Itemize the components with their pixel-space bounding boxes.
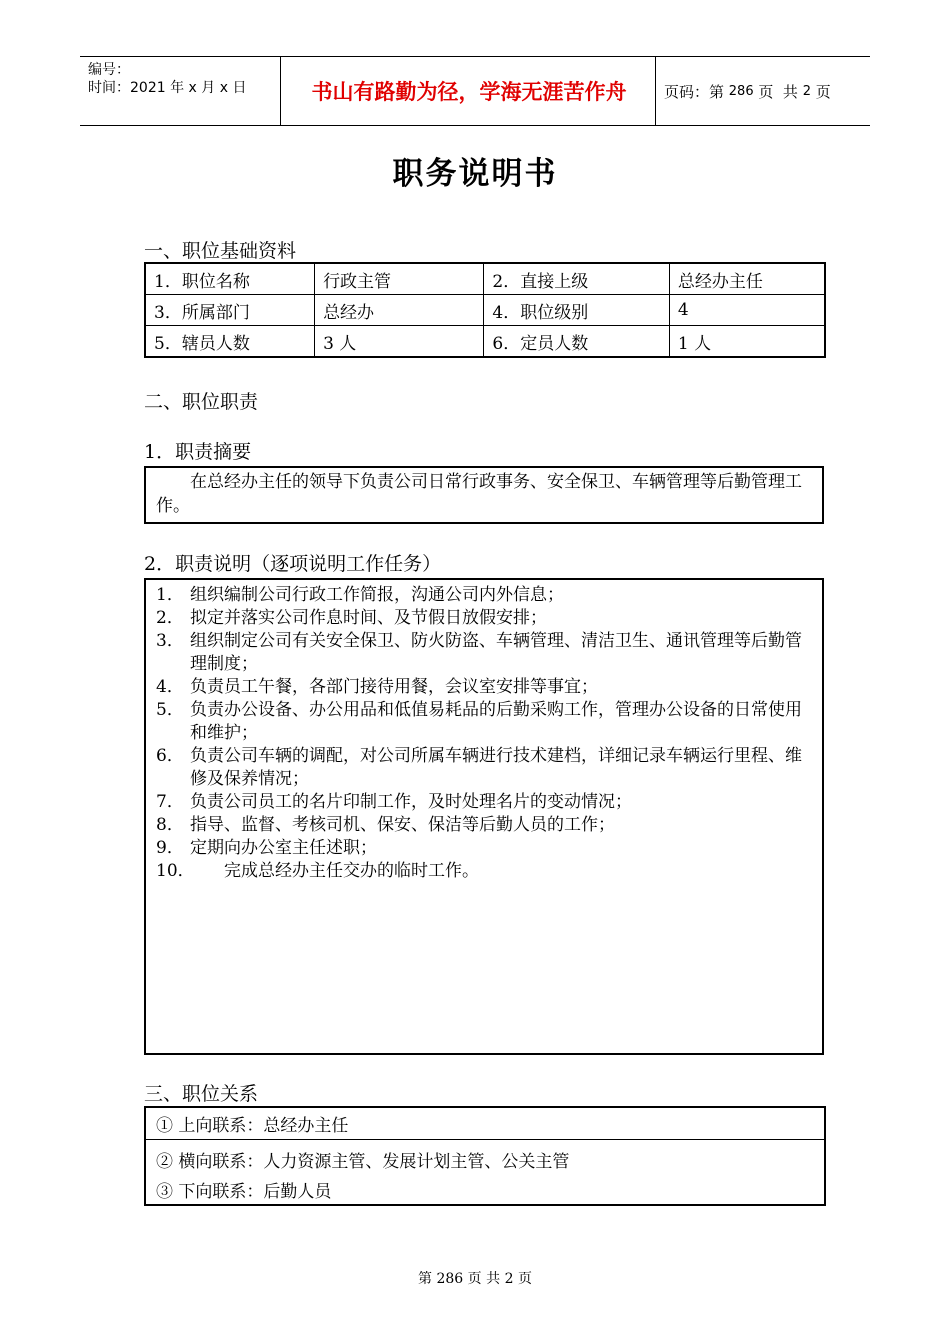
field-label: 5．辖员人数 bbox=[145, 326, 315, 358]
section-2-heading: 二、职位职责 bbox=[144, 391, 259, 413]
duty-item bbox=[156, 837, 812, 860]
field-value: 总经办主任 bbox=[669, 263, 825, 295]
header-meta bbox=[88, 61, 246, 97]
duty-text: 组织编制公司行政工作简报，沟通公司内外信息； bbox=[190, 585, 564, 605]
field-label: 2．直接上级 bbox=[484, 263, 669, 295]
field-value: 总经办 bbox=[315, 295, 484, 326]
field-label: 1．职位名称 bbox=[145, 263, 315, 295]
serial-label: 编号： bbox=[88, 62, 130, 78]
duty-text: 指导、监督、考核司机、保安、保洁等后勤人员的工作； bbox=[190, 815, 615, 835]
document-header bbox=[80, 56, 870, 126]
header-page-info bbox=[664, 57, 831, 125]
field-label: 4．职位级别 bbox=[484, 295, 669, 326]
summary-box bbox=[144, 466, 824, 524]
field-value: 3 人 bbox=[315, 326, 484, 358]
footer-suffix: 页 bbox=[513, 1271, 532, 1287]
field-label: 3．所属部门 bbox=[145, 295, 315, 326]
duty-item bbox=[156, 630, 812, 676]
summary-text: 在总经办主任的领导下负责公司日常行政事务、安全保卫、车辆管理等后勤管理工作。 bbox=[156, 472, 802, 516]
section-1-heading: 一、职位基础资料 bbox=[144, 240, 297, 262]
footer-mid: 页 共 bbox=[463, 1271, 505, 1287]
basic-info-table bbox=[144, 262, 826, 358]
duty-item bbox=[156, 745, 812, 791]
page-footer bbox=[0, 1268, 950, 1288]
duty-item bbox=[156, 860, 812, 883]
duty-item bbox=[156, 607, 812, 630]
duty-number: 10． bbox=[156, 861, 195, 881]
table-row bbox=[145, 295, 825, 326]
field-value: 1 人 bbox=[669, 326, 825, 358]
duty-number: 1． bbox=[156, 585, 184, 605]
duty-number: 4． bbox=[156, 677, 184, 697]
header-divider bbox=[280, 57, 281, 125]
duty-item bbox=[156, 814, 812, 837]
duty-item bbox=[156, 584, 812, 607]
detail-heading: 2．职责说明（逐项说明工作任务） bbox=[144, 553, 442, 575]
page-prefix: 页码：第 bbox=[664, 82, 729, 101]
relations-box bbox=[144, 1106, 826, 1206]
header-motto: 书山有路勤为径，学海无涯苦作舟 bbox=[311, 80, 627, 104]
duty-text: 负责公司车辆的调配，对公司所属车辆进行技术建档，详细记录车辆运行里程、维修及保养情况； bbox=[190, 746, 802, 789]
field-label: 6．定员人数 bbox=[484, 326, 669, 358]
duty-text: 拟定并落实公司作息时间、及节假日放假安排； bbox=[190, 608, 547, 628]
footer-prefix: 第 bbox=[418, 1271, 437, 1287]
duty-text: 完成总经办主任交办的临时工作。 bbox=[224, 861, 479, 881]
field-value: 行政主管 bbox=[315, 263, 484, 295]
relation-downward: ③ 下向联系：后勤人员 bbox=[156, 1181, 332, 1202]
duty-item bbox=[156, 676, 812, 699]
relation-upward: ① 上向联系：总经办主任 bbox=[146, 1108, 824, 1140]
relation-lateral: ② 横向联系：人力资源主管、发展计划主管、公关主管 bbox=[156, 1151, 570, 1172]
duty-text: 组织制定公司有关安全保卫、防火防盗、车辆管理、清洁卫生、通讯管理等后勤管理制度； bbox=[190, 631, 802, 674]
duty-text: 负责公司员工的名片印制工作，及时处理名片的变动情况； bbox=[190, 792, 632, 812]
footer-page-number: 286 bbox=[436, 1271, 464, 1287]
duty-text: 定期向办公室主任述职； bbox=[190, 838, 377, 858]
page-suffix: 页 bbox=[810, 82, 831, 101]
page-title: 职务说明书 bbox=[392, 156, 558, 192]
page-number: 286 bbox=[728, 83, 754, 99]
table-row bbox=[145, 263, 825, 295]
duty-number: 5． bbox=[156, 700, 184, 720]
duties-box bbox=[144, 578, 824, 1055]
duty-text: 负责办公设备、办公用品和低值易耗品的后勤采购工作，管理办公设备的日常使用和维护； bbox=[190, 700, 802, 743]
table-row bbox=[145, 326, 825, 358]
field-value: 4 bbox=[669, 295, 825, 326]
duty-number: 7． bbox=[156, 792, 184, 812]
duty-number: 6． bbox=[156, 746, 184, 766]
time-label: 时间：2021 年 x 月 x 日 bbox=[88, 80, 247, 96]
header-divider bbox=[655, 57, 656, 125]
footer-page-total: 2 bbox=[504, 1271, 514, 1287]
page-total: 2 bbox=[802, 83, 811, 99]
summary-heading: 1．职责摘要 bbox=[144, 441, 252, 463]
duty-text: 负责员工午餐，各部门接待用餐，会议室安排等事宜； bbox=[190, 677, 598, 697]
section-3-heading: 三、职位关系 bbox=[144, 1083, 259, 1105]
duty-item bbox=[156, 699, 812, 745]
duty-item bbox=[156, 791, 812, 814]
duty-number: 9． bbox=[156, 838, 184, 858]
page-mid: 页 共 bbox=[753, 82, 803, 101]
duty-number: 8． bbox=[156, 815, 184, 835]
duty-number: 2． bbox=[156, 608, 184, 628]
duty-number: 3． bbox=[156, 631, 184, 651]
